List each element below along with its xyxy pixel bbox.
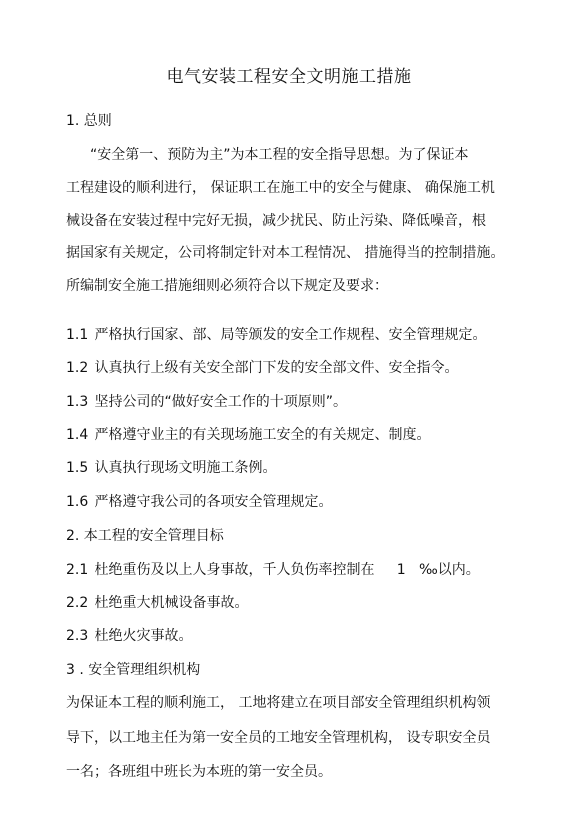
list-item [66, 627, 192, 645]
list-item [66, 459, 276, 477]
section-1-paragraph-line: “安全第一、预防为主”为本工程的安全指导思想。为了保证本 [90, 147, 469, 163]
list-item-text: 杜绝重大机械设备事故。 [94, 595, 249, 611]
section-3-paragraph-line: 一名；各班组中班长为本班的第一安全员。 [66, 764, 332, 780]
section-3-paragraph-line: 导下，以工地主任为第一安全员的工地安全管理机构， 设专职安全员 [66, 730, 491, 746]
list-item-text: 坚持公司的“做好安全工作的十项原则”。 [94, 394, 347, 410]
list-item-number: 1.5 [66, 460, 89, 476]
list-item-number: 1.2 [66, 360, 89, 376]
list-item [66, 493, 332, 511]
list-item-text: 严格遵守业主的有关现场施工安全的有关规定、制度。 [94, 427, 431, 443]
section-1-paragraph-line: 工程建设的顺利进行， 保证职工在施工中的安全与健康、 确保施工机 [66, 180, 495, 196]
section-1-paragraph-line: 据国家有关规定，公司将制定针对本工程情况、 措施得当的控制措施。 [66, 245, 505, 261]
section-2-heading: 2. 本工程的安全管理目标 [66, 528, 224, 544]
list-item-number: 1.4 [66, 427, 89, 443]
section-1-paragraph-line: 所编制安全施工措施细则必须符合以下规定及要求： [66, 278, 388, 294]
section-3-heading: 3 . 安全管理组织机构 [66, 662, 201, 678]
section-1-heading: 1. 总则 [66, 113, 112, 129]
list-item-number: 1.1 [66, 327, 89, 343]
list-item-text: 认真执行上级有关安全部门下发的安全部文件、安全指令。 [94, 360, 459, 376]
list-item [66, 326, 486, 344]
list-item-number: 2.3 [66, 628, 89, 644]
list-item-text: 严格遵守我公司的各项安全管理规定。 [94, 494, 333, 510]
list-item-text: 杜绝重伤及以上人身事故，千人负伤率控制在 1 ‰以内。 [94, 562, 480, 578]
list-item-text: 认真执行现场文明施工条例。 [94, 460, 277, 476]
list-item [66, 359, 458, 377]
list-item [66, 393, 347, 411]
document-title: 电气安装工程安全文明施工措施 [166, 67, 412, 87]
list-item [66, 561, 480, 579]
list-item-text: 杜绝火灾事故。 [94, 628, 193, 644]
list-item-number: 2.2 [66, 595, 89, 611]
list-item [66, 426, 430, 444]
section-3-paragraph-line: 为保证本工程的顺利施工， 工地将建立在项目部安全管理组织机构领 [66, 695, 491, 711]
list-item-number: 1.6 [66, 494, 89, 510]
list-item [66, 594, 248, 612]
list-item-number: 2.1 [66, 562, 89, 578]
section-1-paragraph-line: 械设备在安装过程中完好无损，减少扰民、防止污染、降低噪音，根 [66, 213, 486, 229]
list-item-number: 1.3 [66, 394, 89, 410]
list-item-text: 严格执行国家、部、局等颁发的安全工作规程、安全管理规定。 [94, 327, 487, 343]
